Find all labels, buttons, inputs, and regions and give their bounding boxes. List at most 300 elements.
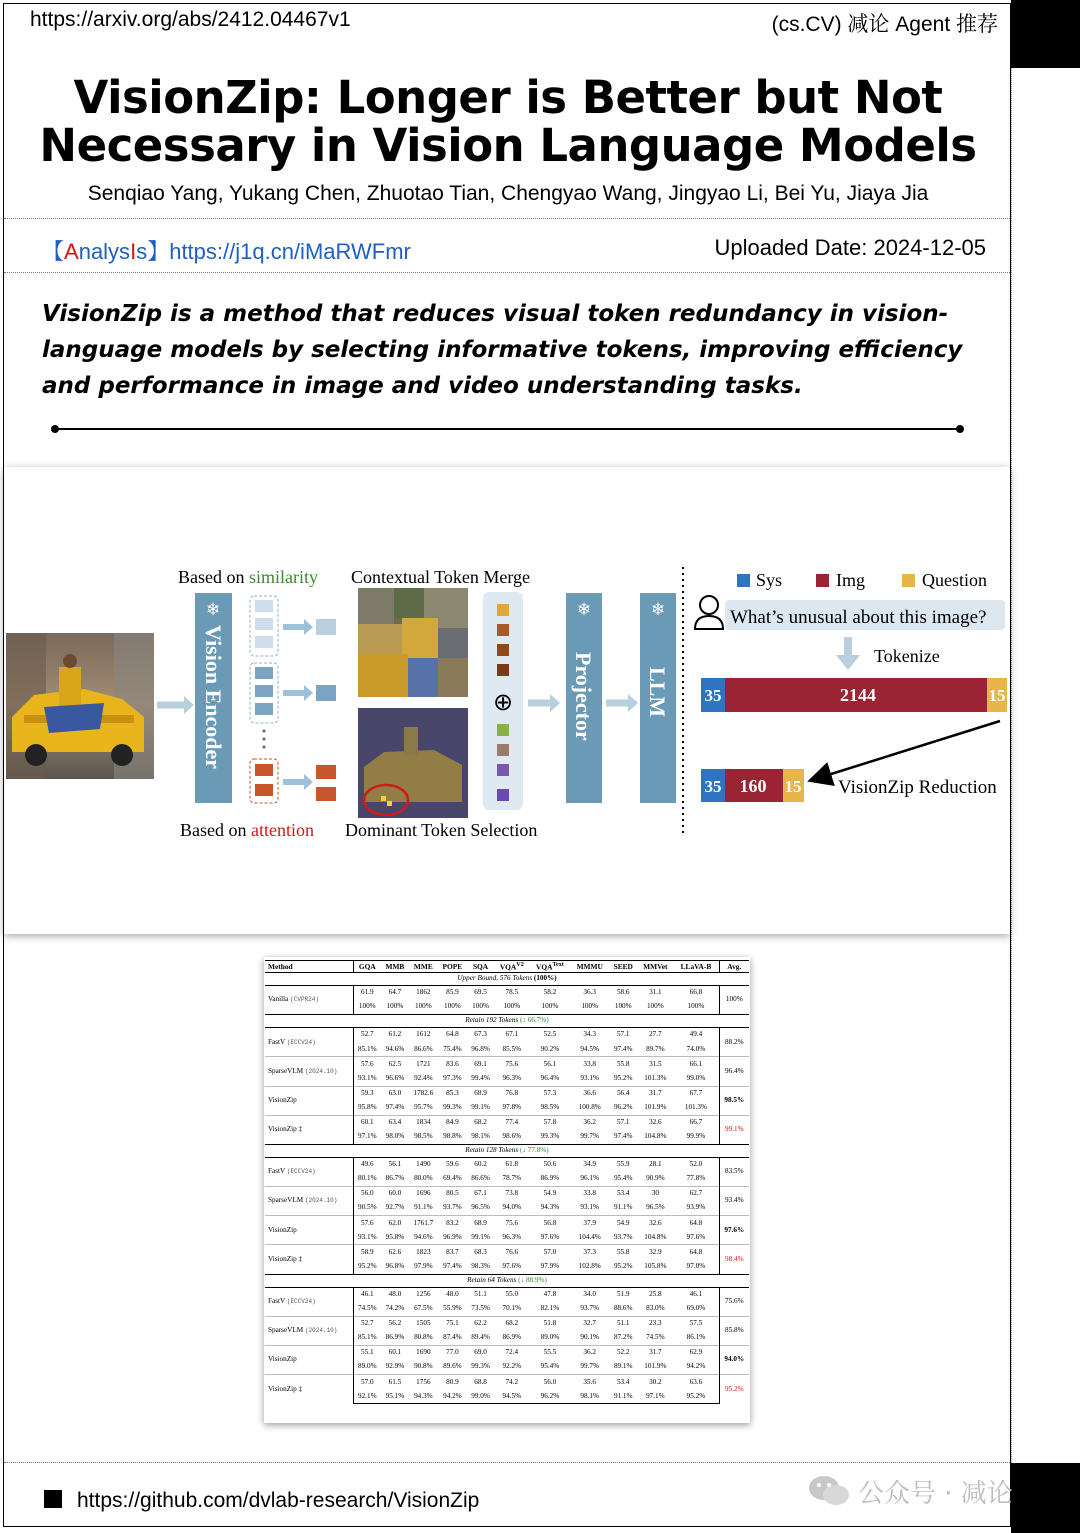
plus-icon: ⊕	[492, 690, 514, 716]
category-tag: (cs.CV) 减论 Agent 推荐	[771, 13, 998, 36]
percent-cell: 80.0%	[414, 1174, 433, 1183]
percent-cell: 90.2%	[540, 1044, 560, 1053]
percent-cell: 99.9%	[686, 1132, 706, 1141]
value-cell: 69.0	[467, 1346, 494, 1361]
value-cell: 37.3	[570, 1245, 609, 1260]
analysis-nalys: nalys	[78, 239, 131, 264]
legend-sys: Sys	[756, 570, 783, 590]
method-cell: SparseVLM (2024.10)	[265, 1057, 353, 1086]
value-cell: 1862	[416, 988, 431, 997]
legend-question-swatch	[902, 574, 915, 587]
avg-cell: 97.6%	[719, 1216, 749, 1245]
table-header-row	[265, 961, 749, 973]
percent-cell: 86.1%	[686, 1333, 706, 1342]
value-cell: 62.7	[673, 1187, 719, 1202]
table-row	[265, 1287, 749, 1302]
percent-cell: 99.0%	[467, 1389, 494, 1404]
value-cell: 62.9	[673, 1346, 719, 1361]
percent-cell: 99.3%	[540, 1132, 560, 1141]
value-cell: 61.8	[505, 1160, 519, 1169]
value-cell: 37.9	[570, 1216, 609, 1231]
percent-cell: 89.7%	[646, 1044, 665, 1053]
col-mmb: MMB	[381, 961, 409, 973]
percent-cell: 99.7%	[580, 1362, 599, 1371]
value-cell: 77.0	[438, 1346, 467, 1361]
llm-label: LLM	[645, 667, 670, 718]
col-mme: MME	[409, 961, 438, 973]
table-row	[265, 1245, 749, 1260]
bar-full-question-value: 15	[988, 686, 1006, 705]
col-method: Method	[265, 961, 353, 973]
table-row	[265, 1157, 749, 1172]
percent-cell: 96.8%	[385, 1261, 405, 1270]
snowflake-icon: ❄	[576, 600, 592, 619]
value-cell: 31.5	[637, 1057, 673, 1072]
avg-cell: 85.8%	[719, 1316, 749, 1345]
method-cell: VisionZip	[265, 1086, 353, 1115]
percent-cell: 99.1%	[471, 1102, 490, 1111]
percent-cell: 99.3%	[471, 1362, 490, 1371]
percent-cell: 97.1%	[637, 1389, 673, 1404]
arxiv-link[interactable]: https://arxiv.org/abs/2412.04467v1	[30, 8, 351, 31]
avg-cell: 94.0%	[719, 1346, 749, 1375]
percent-cell: 94.3%	[540, 1203, 560, 1212]
bar-reduced-sys-value: 35	[704, 777, 722, 796]
value-cell: 56.1	[388, 1160, 402, 1169]
bar-reduced-img-value: 160	[739, 776, 767, 796]
value-cell: 57.5	[673, 1316, 719, 1331]
value-cell: 57.6	[353, 1216, 381, 1231]
percent-cell: 92.1%	[353, 1389, 381, 1404]
value-cell: 56.4	[609, 1086, 637, 1101]
legend-sys-swatch	[737, 574, 750, 587]
percent-cell: 97.6%	[540, 1232, 560, 1241]
percent-cell: 93.9%	[686, 1203, 706, 1212]
snowflake-icon: ❄	[205, 600, 221, 619]
value-cell: 34.0	[583, 1289, 596, 1298]
right-border	[1011, 68, 1012, 1463]
percent-cell: 93.7%	[443, 1203, 462, 1212]
value-cell: 68.2	[467, 1115, 494, 1130]
value-cell: 67.1	[467, 1187, 494, 1202]
bullet-square	[44, 1490, 62, 1508]
value-cell: 55.0	[505, 1289, 519, 1298]
tokenize-label: Tokenize	[874, 646, 940, 666]
value-cell: 58.2	[543, 988, 557, 997]
value-cell: 62.0	[381, 1216, 409, 1231]
percent-cell: 55.9%	[443, 1304, 462, 1313]
percent-cell: 93.1%	[357, 1073, 377, 1082]
value-cell: 55.9	[616, 1160, 630, 1169]
value-cell: 58.9	[353, 1245, 381, 1260]
percent-cell: 100%	[444, 1002, 461, 1011]
vision-encoder-label: Vision Encoder	[201, 625, 226, 770]
value-cell: 32.6	[637, 1115, 673, 1130]
percent-cell: 90.5%	[357, 1203, 377, 1212]
percent-cell: 100%	[646, 1002, 664, 1011]
value-cell: 31.7	[637, 1086, 673, 1101]
percent-cell: 99.4%	[471, 1073, 490, 1082]
percent-cell: 89.1%	[613, 1362, 633, 1371]
value-cell: 31.1	[649, 988, 662, 997]
wechat-label: 公众号 · 减论	[858, 1479, 1013, 1509]
percent-cell: 98.5%	[540, 1102, 560, 1111]
wechat-watermark	[808, 1473, 1013, 1515]
analysis-s: s	[136, 239, 148, 264]
percent-cell: 99.0%	[686, 1073, 706, 1082]
avg-cell: 83.5%	[719, 1157, 749, 1186]
value-cell: 67.7	[673, 1086, 719, 1101]
value-cell: 51.8	[529, 1316, 570, 1331]
percent-cell: 92.7%	[385, 1203, 405, 1212]
percent-cell: 97.0%	[686, 1261, 706, 1270]
value-cell: 62.2	[467, 1316, 494, 1331]
percent-cell: 94.3%	[409, 1389, 438, 1404]
value-cell: 56.0	[529, 1375, 570, 1390]
percent-cell: 96.3%	[502, 1073, 522, 1082]
percent-cell: 86.6%	[471, 1174, 490, 1183]
value-cell: 63.4	[381, 1115, 409, 1130]
value-cell: 36.2	[570, 1346, 609, 1361]
percent-cell: 78.7%	[502, 1174, 522, 1183]
percent-cell: 69.4%	[443, 1174, 462, 1183]
avg-cell: 98.5%	[719, 1086, 749, 1115]
value-cell: 27.7	[649, 1030, 662, 1039]
percent-cell: 95.4%	[613, 1174, 633, 1183]
percent-cell: 80.8%	[414, 1333, 433, 1342]
value-cell: 1505	[409, 1316, 438, 1331]
percent-cell: 86.7%	[385, 1174, 405, 1183]
summary-divider	[55, 428, 961, 430]
percent-cell: 95.8%	[357, 1102, 377, 1111]
divider	[4, 218, 1010, 219]
avg-cell: 88.2%	[719, 1028, 749, 1057]
value-cell: 1690	[409, 1346, 438, 1361]
percent-cell: 93.7%	[580, 1304, 599, 1313]
value-cell: 51.1	[609, 1316, 637, 1331]
selected-token-image	[358, 708, 468, 818]
value-cell: 57.3	[529, 1086, 570, 1101]
percent-cell: 69.0%	[686, 1304, 706, 1313]
percent-cell: 98.1%	[471, 1132, 490, 1141]
percent-cell: 96.6%	[385, 1073, 405, 1082]
summary-text: VisionZip is a method that reduces visual token redundancy in vision-language models by selecting informative tokens, improving efficiency and performance in image and video understanding tasks.	[42, 301, 963, 399]
percent-cell: 88.6%	[613, 1304, 633, 1313]
value-cell: 34.9	[583, 1160, 596, 1169]
percent-cell: 94.6%	[414, 1232, 433, 1241]
value-cell: 56.1	[529, 1057, 570, 1072]
value-cell: 1696	[409, 1187, 438, 1202]
value-cell: 68.3	[467, 1245, 494, 1260]
value-cell: 35.6	[570, 1375, 609, 1390]
percent-cell: 96.5%	[471, 1203, 490, 1212]
percent-cell: 97.4%	[613, 1044, 633, 1053]
percent-cell: 90.8%	[414, 1362, 433, 1371]
analysis-link[interactable]	[42, 235, 411, 266]
col-gqa: GQA	[353, 961, 381, 973]
value-cell: 34.3	[583, 1030, 596, 1039]
snowflake-icon: ❄	[650, 600, 666, 619]
value-cell: 1834	[409, 1115, 438, 1130]
analysis-a: A	[64, 239, 79, 264]
percent-cell: 77.8%	[686, 1174, 706, 1183]
value-cell: 36.6	[570, 1086, 609, 1101]
value-cell: 61.9	[360, 988, 374, 997]
value-cell: 30.2	[637, 1375, 673, 1390]
value-cell: 32.9	[637, 1245, 673, 1260]
value-cell: 33.8	[570, 1187, 609, 1202]
bar-full-img-value: 2144	[840, 685, 876, 705]
projector-label: Projector	[571, 652, 596, 741]
label-contextual-token-merge: Contextual Token Merge	[351, 567, 531, 587]
value-cell: 51.9	[616, 1289, 630, 1298]
percent-cell: 100%	[358, 1002, 376, 1011]
percent-cell: 100.8%	[578, 1102, 601, 1111]
input-photo	[6, 633, 154, 779]
reduction-arrow	[812, 721, 1000, 780]
similarity-tokens	[250, 596, 278, 803]
value-cell: 68.8	[467, 1375, 494, 1390]
method-cell: VisionZip	[265, 1216, 353, 1245]
percent-cell: 86.9%	[385, 1333, 405, 1342]
table-row	[265, 1115, 749, 1130]
legend-img: Img	[836, 570, 865, 590]
percent-cell: 89.0%	[357, 1362, 377, 1371]
table-row	[265, 1346, 749, 1361]
value-cell: 83.2	[438, 1216, 467, 1231]
value-cell: 62.6	[381, 1245, 409, 1260]
percent-cell: 100%	[386, 1002, 404, 1011]
value-cell: 36.3	[583, 988, 596, 997]
avg-cell: 98.4%	[719, 1245, 749, 1274]
value-cell: 85.3	[438, 1086, 467, 1101]
method-cell: SparseVLM (2024.10)	[265, 1316, 353, 1345]
value-cell: 52.7	[360, 1030, 374, 1039]
value-cell: 60.1	[381, 1346, 409, 1361]
value-cell: 55.5	[529, 1346, 570, 1361]
percent-cell: 91.1%	[609, 1389, 637, 1404]
paper-title	[20, 71, 996, 172]
percent-cell: 99.7%	[580, 1132, 599, 1141]
percent-cell: 101.9%	[644, 1362, 667, 1371]
percent-cell: 100%	[614, 1002, 632, 1011]
col-sqa: SQA	[467, 961, 494, 973]
value-cell: 80.5	[438, 1187, 467, 1202]
col-vqa-text: $VQA^{Text}$	[529, 961, 570, 973]
percent-cell: 74.0%	[686, 1044, 706, 1053]
percent-cell: 98.6%	[502, 1132, 522, 1141]
percent-cell: 94.0%	[502, 1203, 522, 1212]
value-cell: 80.9	[438, 1375, 467, 1390]
value-cell: 50.6	[543, 1160, 557, 1169]
value-cell: 63.6	[673, 1375, 719, 1390]
legend-img-swatch	[816, 574, 829, 587]
percent-cell: 100%	[541, 1002, 559, 1011]
value-cell: 33.8	[570, 1057, 609, 1072]
percent-cell: 100%	[687, 1002, 705, 1011]
percent-cell: 75.4%	[443, 1044, 462, 1053]
value-cell: 25.8	[649, 1289, 662, 1298]
legend-question: Question	[922, 570, 987, 590]
divider	[4, 272, 1010, 273]
value-cell: 64.8	[673, 1245, 719, 1260]
method-cell: FastV (ECCV24)	[265, 1157, 353, 1186]
percent-cell: 80.1%	[357, 1174, 377, 1183]
value-cell: 23.3	[637, 1316, 673, 1331]
title-line-2: Necessary in Vision Language Models	[39, 119, 977, 172]
percent-cell: 85.5%	[502, 1044, 522, 1053]
value-cell: 59.6	[446, 1160, 459, 1169]
percent-cell: 96.3%	[502, 1232, 522, 1241]
percent-cell: 95.2%	[673, 1389, 719, 1404]
value-cell: 56.8	[529, 1216, 570, 1231]
value-cell: 1823	[409, 1245, 438, 1260]
value-cell: 62.5	[381, 1057, 409, 1072]
results-table	[265, 960, 749, 1404]
percent-cell: 105.8%	[644, 1261, 667, 1270]
percent-cell: 89.0%	[540, 1333, 560, 1342]
value-cell: 1612	[416, 1030, 431, 1039]
value-cell: 54.9	[529, 1187, 570, 1202]
percent-cell: 92.2%	[502, 1362, 522, 1371]
corner-block-bottom	[1011, 1463, 1080, 1533]
title-line-1: VisionZip: Longer is Better but Not	[73, 71, 943, 124]
percent-cell: 90.9%	[646, 1174, 665, 1183]
percent-cell: 67.5%	[414, 1304, 433, 1313]
percent-cell: 96.5%	[646, 1203, 665, 1212]
value-cell: 57.0	[529, 1245, 570, 1260]
col-seed: SEED	[609, 961, 637, 973]
section-header: Retain 64 Tokens (↓ 88.9%)	[265, 1274, 749, 1287]
percent-cell: 96.9%	[443, 1232, 462, 1241]
method-cell: VisionZip ‡	[265, 1115, 353, 1144]
percent-cell: 87.2%	[613, 1333, 633, 1342]
percent-cell: 100%	[414, 1002, 432, 1011]
percent-cell: 96.8%	[471, 1044, 490, 1053]
value-cell: 46.1	[689, 1289, 703, 1298]
method-cell: VisionZip ‡	[265, 1245, 353, 1274]
results-table-figure	[264, 957, 750, 1423]
col-pope: POPE	[438, 961, 467, 973]
percent-cell: 94.6%	[385, 1044, 405, 1053]
value-cell: 75.6	[494, 1216, 529, 1231]
method-figure	[4, 467, 1010, 934]
bar-reduced-question-value: 15	[784, 777, 802, 796]
value-cell: 55.8	[609, 1057, 637, 1072]
percent-cell: 94.5%	[494, 1389, 529, 1404]
reduction-label: VisionZip Reduction	[838, 777, 997, 798]
value-cell: 1490	[416, 1160, 431, 1169]
value-cell: 52.0	[689, 1160, 703, 1169]
percent-cell: 95.1%	[381, 1389, 409, 1404]
method-cell: FastV (ECCV24)	[265, 1028, 353, 1057]
percent-cell: 85.1%	[357, 1044, 377, 1053]
value-cell: 1756	[409, 1375, 438, 1390]
percent-cell: 93.7%	[613, 1232, 633, 1241]
value-cell: 67.1	[505, 1030, 519, 1039]
value-cell: 54.9	[609, 1216, 637, 1231]
value-cell: 30	[637, 1187, 673, 1202]
percent-cell: 86.9%	[502, 1333, 522, 1342]
value-cell: 56.2	[381, 1316, 409, 1331]
value-cell: 1761.7	[409, 1216, 438, 1231]
percent-cell: 101.9%	[644, 1102, 667, 1111]
value-cell: 57.0	[353, 1375, 381, 1390]
section-header: Retain 128 Tokens (↓ 77.8%)	[265, 1144, 749, 1157]
percent-cell: 97.4%	[385, 1102, 405, 1111]
value-cell: 66.7	[673, 1115, 719, 1130]
value-cell: 57.6	[353, 1057, 381, 1072]
percent-cell: 104.4%	[578, 1232, 601, 1241]
percent-cell: 82.1%	[540, 1304, 560, 1313]
divider-dot-right	[956, 425, 964, 433]
percent-cell: 97.9%	[414, 1261, 433, 1270]
user-icon	[695, 596, 723, 629]
value-cell: 60.2	[474, 1160, 487, 1169]
value-cell: 61.2	[388, 1030, 402, 1039]
github-link[interactable]: https://github.com/dvlab-research/VisionZip	[77, 1489, 480, 1512]
percent-cell: 86.9%	[540, 1174, 560, 1183]
percent-cell: 96.4%	[540, 1073, 560, 1082]
table-row	[265, 1086, 749, 1101]
value-cell: 61.5	[381, 1375, 409, 1390]
col-mmmu: MMMU	[570, 961, 609, 973]
value-cell: 76.6	[494, 1245, 529, 1260]
percent-cell: 95.2%	[613, 1261, 633, 1270]
value-cell: 68.9	[467, 1216, 494, 1231]
bar-full-sys-value: 35	[704, 686, 722, 705]
percent-cell: 91.1%	[414, 1203, 433, 1212]
percent-cell: 85.1%	[357, 1333, 377, 1342]
analysis-i: I	[130, 239, 137, 264]
value-cell: 84.9	[438, 1115, 467, 1130]
percent-cell: 89.6%	[443, 1362, 462, 1371]
value-cell: 49.4	[689, 1030, 703, 1039]
percent-cell: 95.2%	[357, 1261, 377, 1270]
percent-cell: 98.5%	[414, 1132, 433, 1141]
percent-cell: 96.2%	[529, 1389, 570, 1404]
table-row	[265, 1187, 749, 1202]
method-cell: Vanilla (CVPR24)	[265, 985, 353, 1014]
percent-cell: 98.3%	[471, 1261, 490, 1270]
value-cell: 66.8	[689, 988, 703, 997]
percent-cell: 104.8%	[644, 1132, 667, 1141]
value-cell: 60.0	[381, 1187, 409, 1202]
value-cell: 55.8	[609, 1245, 637, 1260]
analysis-url[interactable]: https://j1q.cn/iMaRWFmr	[169, 239, 411, 264]
percent-cell: 97.4%	[443, 1261, 462, 1270]
section-header: Retain 192 Tokens (↓ 66.7%)	[265, 1015, 749, 1028]
value-cell: 57.1	[609, 1115, 637, 1130]
avg-cell: 99.1%	[719, 1115, 749, 1144]
label-based-on-attention: Based on attention	[180, 820, 314, 840]
value-cell: 64.7	[388, 988, 402, 997]
col-vqa-v2: $VQA^{V2}$	[494, 961, 529, 973]
value-cell: 53.4	[609, 1375, 637, 1390]
avg-cell: 95.2%	[719, 1375, 749, 1404]
percent-cell: 74.5%	[646, 1333, 665, 1342]
value-cell: 46.1	[360, 1289, 374, 1298]
value-cell: 57.8	[529, 1115, 570, 1130]
percent-cell: 95.7%	[414, 1102, 433, 1111]
value-cell: 56.0	[353, 1187, 381, 1202]
method-cell: FastV (ECCV24)	[265, 1287, 353, 1316]
value-cell: 64.8	[446, 1030, 459, 1039]
value-cell: 75.6	[494, 1057, 529, 1072]
value-cell: 31.7	[637, 1346, 673, 1361]
value-cell: 1256	[416, 1289, 431, 1298]
col-mmvet: MMVet	[637, 961, 673, 973]
